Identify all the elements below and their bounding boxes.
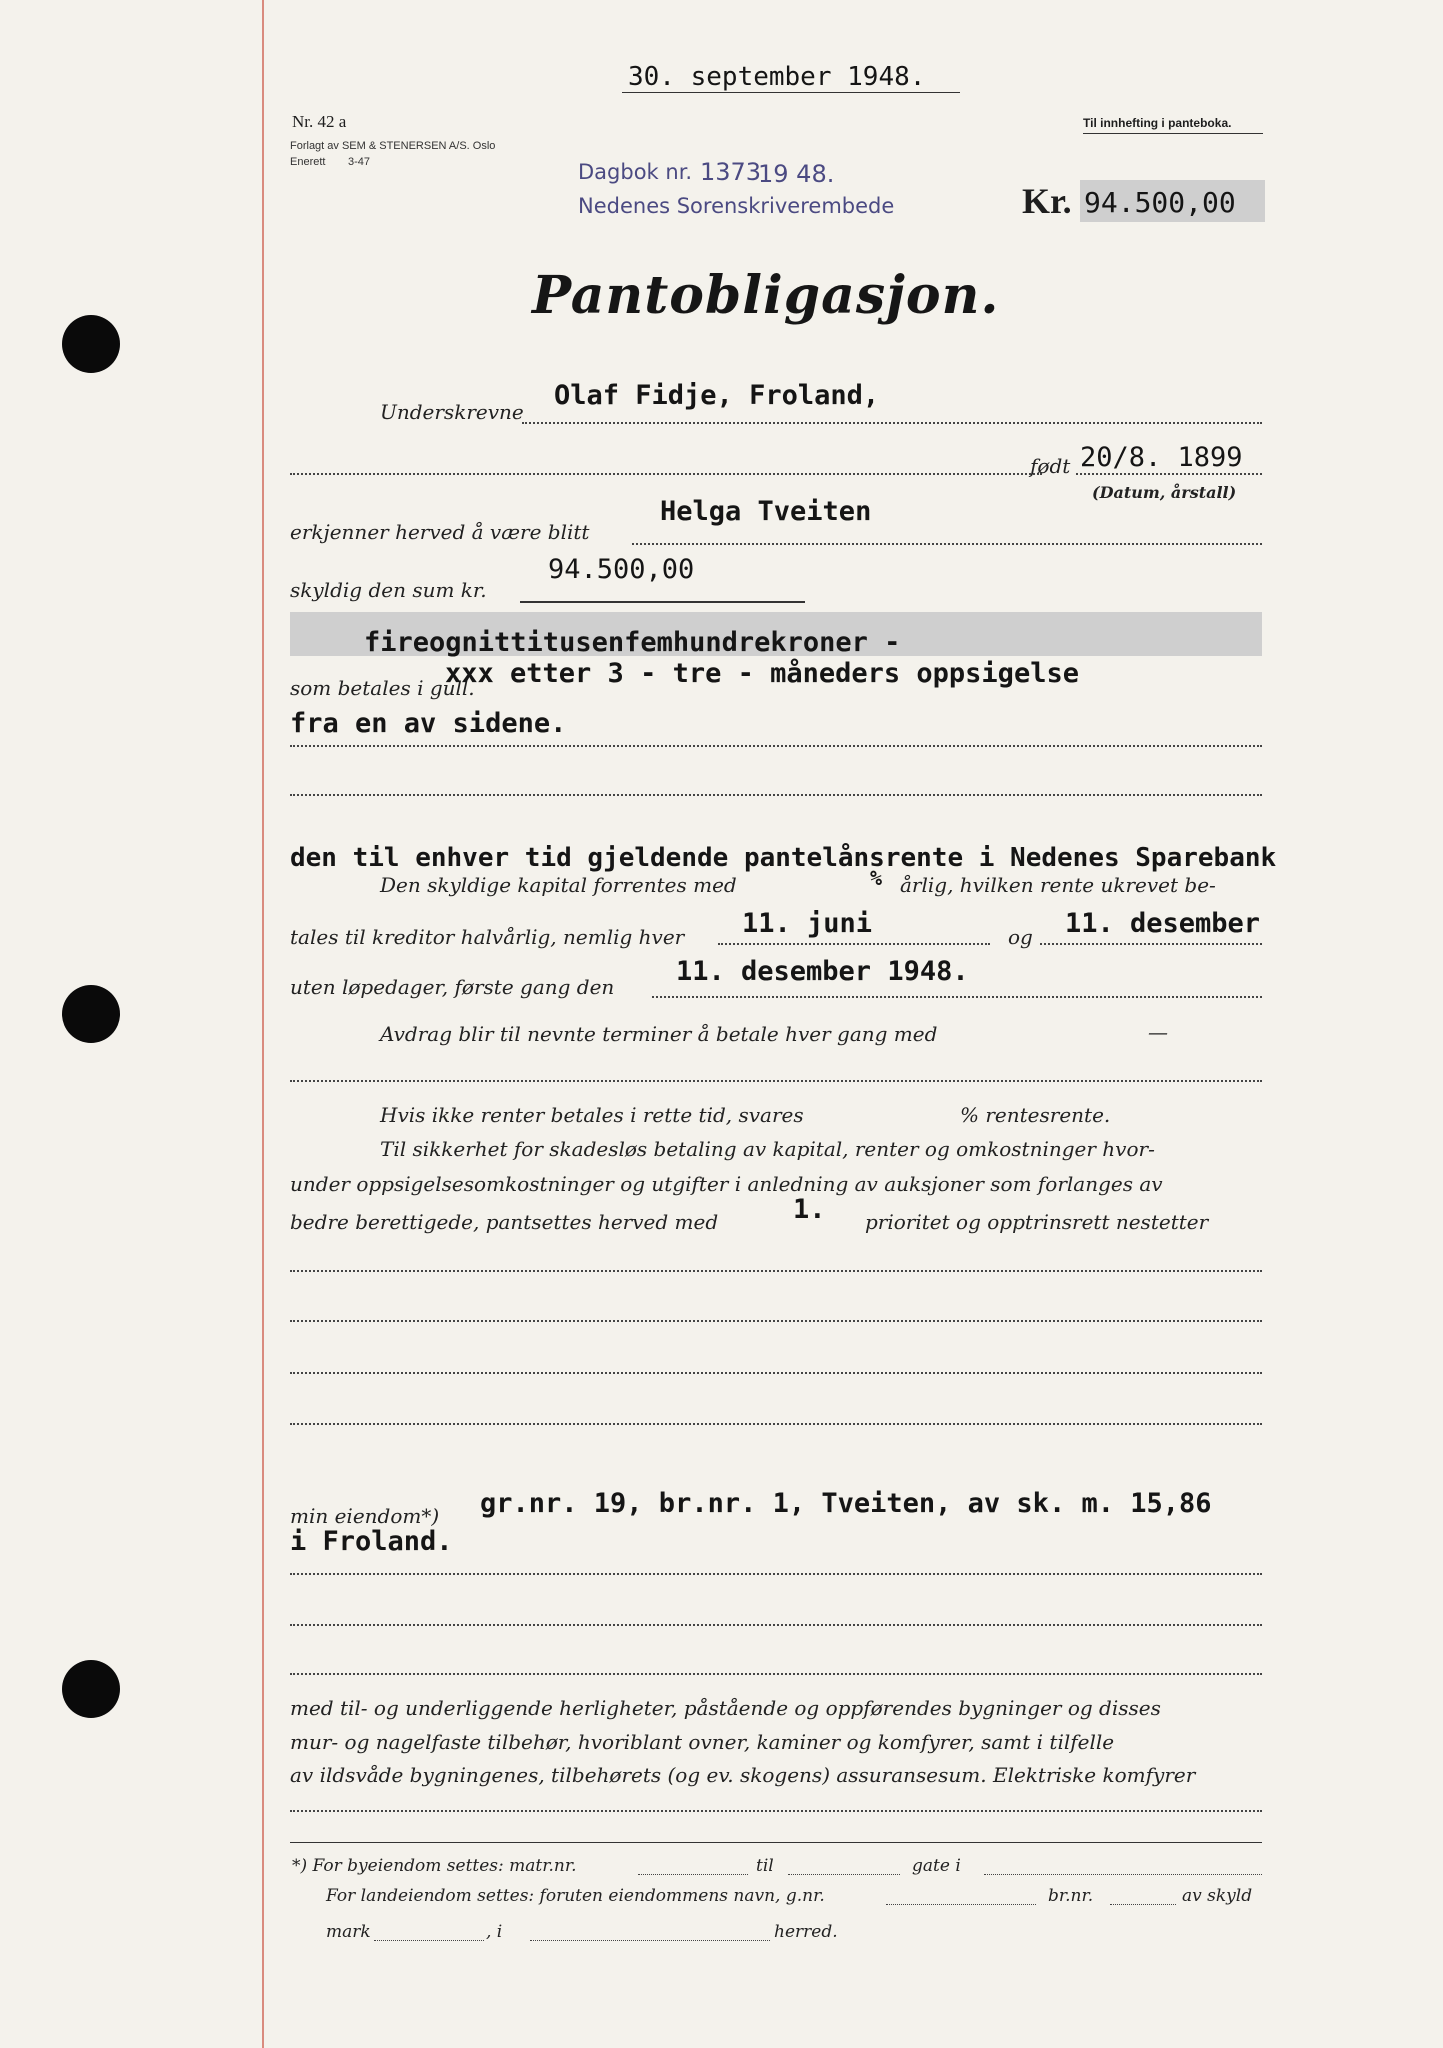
terms-line-2: fra en av sidene. <box>290 708 567 739</box>
dagbok-number: 1373 <box>700 158 762 186</box>
sum-line <box>520 601 805 603</box>
undersigned-value: Olaf Fidje, Froland, <box>554 380 880 411</box>
owe-label: skyldig den sum kr. <box>290 578 487 602</box>
footnote-1c: gate i <box>912 1856 961 1876</box>
footnote-1c-dots <box>984 1874 1262 1875</box>
security-line-3a: bedre berettigede, pantsettes herved med <box>290 1210 719 1234</box>
publisher-line: Forlagt av SEM & STENERSEN A/S. Oslo <box>290 140 496 152</box>
footnote-3a-dots <box>374 1940 484 1941</box>
property-line-1: gr.nr. 19, br.nr. 1, Tveiten, av sk. m. 15,86 <box>480 1488 1212 1519</box>
interest-text-b: årlig, hvilken rente ukrevet be- <box>900 873 1216 897</box>
priority-value: 1. <box>793 1194 826 1225</box>
avdrag-line <box>290 1080 1262 1082</box>
paid-label: som betales i gull. <box>290 676 475 700</box>
renter-text-a: Hvis ikke renter betales i rette tid, svares <box>380 1103 804 1127</box>
footnote-1a-dots <box>638 1874 748 1875</box>
first-payment-line <box>652 996 1262 998</box>
footnote-3c: herred. <box>774 1922 838 1942</box>
blank-line-3 <box>290 1372 1262 1374</box>
terms-line-3 <box>290 745 1262 747</box>
pay-date-2: 11. desember <box>1065 908 1261 939</box>
creditor-line <box>632 543 1262 545</box>
renter-text-b: % rentesrente. <box>960 1103 1111 1127</box>
punch-hole-bottom <box>62 1660 120 1718</box>
binding-note: Til innhefting i panteboka. <box>1083 116 1232 130</box>
footnote-1a: *) For byeiendom settes: matr.nr. <box>292 1856 577 1876</box>
blank-line-4 <box>290 1423 1262 1425</box>
footnote-3b-dots <box>530 1940 770 1941</box>
property-line-4 <box>290 1624 1262 1626</box>
born-hint: (Datum, årstall) <box>1092 483 1237 502</box>
document-title: Pantobligasjon. <box>532 265 1000 326</box>
pay-date-1: 11. juni <box>742 908 873 939</box>
blank-line-1 <box>290 1270 1262 1272</box>
property-line-2: i Froland. <box>290 1526 453 1557</box>
first-payment-text: uten løpedager, første gang den <box>290 975 615 999</box>
first-payment-date: 11. desember 1948. <box>676 956 969 987</box>
terms-line-4 <box>290 794 1262 796</box>
security-line-2: under oppsigelsesomkostninger og utgifter i anledning av auksjoner som forlanges av <box>290 1172 1163 1196</box>
punch-hole-top <box>62 315 120 373</box>
sum-words: fireognittitusenfemhundrekroner - <box>364 627 901 658</box>
avdrag-text: Avdrag blir til nevnte terminer å betale hver gang med <box>380 1022 938 1046</box>
pay-date-1-line <box>718 943 990 945</box>
footnote-1b-dots <box>788 1874 900 1875</box>
born-value: 20/8. 1899 <box>1080 442 1243 473</box>
interest-strike: % <box>870 866 883 890</box>
born-line-right <box>1076 473 1262 475</box>
property-line-3 <box>290 1573 1262 1575</box>
closing-line-4 <box>290 1810 1262 1812</box>
office-stamp: Nedenes Sorenskriverembede <box>578 194 895 218</box>
footnote-2c: av skyld <box>1182 1886 1253 1906</box>
publisher-rights: Enerett <box>290 156 326 168</box>
terms-line-1: xxx etter 3 - tre - måneders oppsigelse <box>445 658 1079 689</box>
footnote-3a: mark <box>326 1922 371 1942</box>
property-label: min eiendom*) <box>290 1504 440 1528</box>
blank-line-2 <box>290 1320 1262 1322</box>
footnote-separator <box>290 1842 1262 1843</box>
footnote-2a-dots <box>886 1904 1036 1905</box>
kr-amount: 94.500,00 <box>1084 186 1236 219</box>
dagbok-label: Dagbok nr. <box>578 160 693 184</box>
security-line-3b: prioritet og opptrinsrett nestetter <box>865 1210 1209 1234</box>
footnote-1b: til <box>756 1856 774 1876</box>
date-stamp: 30. september 1948. <box>628 62 926 92</box>
footnote-2a: For landeiendom settes: foruten eiendommens navn, g.nr. <box>326 1886 825 1906</box>
interest-typed-text: den til enhver tid gjeldende pantelånsrente i Nedenes Sparebank <box>290 843 1277 873</box>
form-number: Nr. 42 a <box>292 112 347 131</box>
avdrag-value: — <box>1148 1020 1168 1044</box>
undersigned-label: Underskrevne <box>380 400 524 424</box>
binding-note-underline <box>1083 133 1263 134</box>
kr-label: Kr. <box>1022 181 1072 221</box>
footnote-2b: br.nr. <box>1048 1886 1094 1906</box>
pay-date-2-line <box>1040 943 1262 945</box>
interest-text-a: Den skyldige kapital forrentes med <box>380 873 737 897</box>
creditor-value: Helga Tveiten <box>660 496 872 527</box>
closing-line-2: mur- og nagelfaste tilbehør, hvoriblant ovner, kaminer og komfyrer, samt i tilfelle <box>290 1730 1115 1754</box>
footnote-2b-dots <box>1110 1904 1176 1905</box>
born-line-left <box>290 473 1042 475</box>
property-line-5 <box>290 1673 1262 1675</box>
red-margin-line <box>262 0 264 2048</box>
undersigned-line <box>522 422 1262 424</box>
acknowledge-label: erkjenner herved å være blitt <box>290 520 590 544</box>
closing-line-1: med til- og underliggende herligheter, påstående og oppførendes bygninger og disses <box>290 1696 1161 1720</box>
footnote-3b: , i <box>486 1922 503 1942</box>
born-label: født <box>1030 454 1071 478</box>
date-underline <box>622 92 960 93</box>
closing-line-3: av ildsvåde bygningenes, tilbehørets (og ev. skogens) assuransesum. Elektriske komfyrer <box>290 1763 1196 1787</box>
punch-hole-middle <box>62 985 120 1043</box>
sum-value: 94.500,00 <box>548 554 695 585</box>
dagbok-year: 19 48. <box>758 160 835 188</box>
security-line-1: Til sikkerhet for skadesløs betaling av kapital, renter og omkostninger hvor- <box>380 1137 1155 1161</box>
publisher-date: 3-47 <box>348 156 371 168</box>
pay-text: tales til kreditor halvårlig, nemlig hver <box>290 925 685 949</box>
pay-and: og <box>1008 925 1033 949</box>
